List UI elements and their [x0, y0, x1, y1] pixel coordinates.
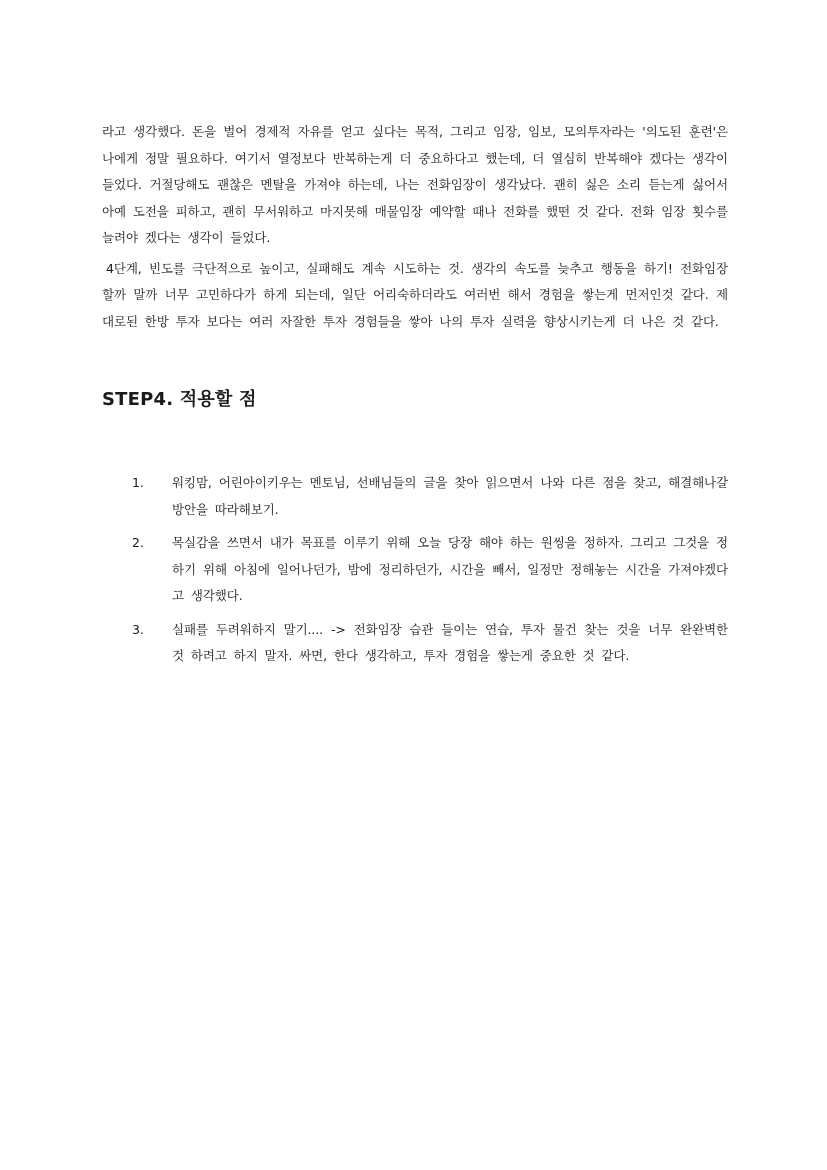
numbered-list	[102, 470, 728, 670]
list-item-number: 2.	[132, 535, 144, 550]
list-item-text: 실패를 두려워하지 말기.... -> 전화임장 습관 들이는 연습, 투자 물건 찾는 것을 너무 완완벽한 것 하려고 하지 말자. 싸면, 한다 생각하고, 투자 경험을 쌓는게 중요한 것 같다.	[172, 621, 728, 663]
document-page	[102, 119, 728, 677]
section-heading: STEP4. 적용할 점	[102, 389, 257, 410]
list-item	[102, 530, 728, 610]
body-paragraph: 라고 생각했다. 돈을 벌어 경제적 자유를 얻고 싶다는 목적, 그리고 임장, 임보, 모의투자라는 '의도된 훈련'은 나에게 정말 필요하다. 여기서 열정보다 반복하는게 더 중요하다고 했는데, 더 열심히 반복해야 겠다는 생각이 들었다. 거절당해도 괜찮은 멘탈을 가져야 하는데, 나는 전화임장이 생각났다. 괜히 싫은 소리 듣는게 싫어서 아예 도전을 피하고, 괜히 무서워하고 마지못해 매물임장 예약할 때나 전화를 했떤 것 같다. 전화 임장 횟수를 늘려야 겠다는 생각이 들었다.	[102, 124, 728, 245]
list-item-number: 3.	[132, 621, 144, 637]
list-item	[102, 470, 728, 523]
list-item-number: 1.	[132, 475, 144, 490]
list-item-text: 목실감을 쓰면서 내가 목표를 이루기 위해 오늘 당장 해야 하는 원씽을 정하자. 그리고 그것을 정하기 위해 아침에 일어나던가, 밤에 정리하던가, 시간을 빼서, 일정만 정해놓는 시간을 가져야겠다고 생각했다.	[172, 535, 728, 603]
list-item	[102, 617, 728, 670]
body-paragraph: 4단계, 빈도를 극단적으로 높이고, 실패해도 계속 시도하는 것. 생각의 속도를 늦추고 행동을 하기! 전화임장 할까 말까 너무 고민하다가 하게 되는데, 일단 어리숙하더라도 여러번 해서 경험을 쌓는게 먼저인것 같다. 제대로된 한방 투자 보다는 여러 자잘한 투자 경험들을 쌓아 나의 투자 실력을 향상시키는게 더 나은 것 같다.	[102, 260, 728, 329]
list-item-text: 워킹맘, 어린아이키우는 멘토님, 선배님들의 글을 찾아 읽으면서 나와 다른 점을 찾고, 해결해나갈 방안을 따라해보기.	[172, 475, 728, 517]
